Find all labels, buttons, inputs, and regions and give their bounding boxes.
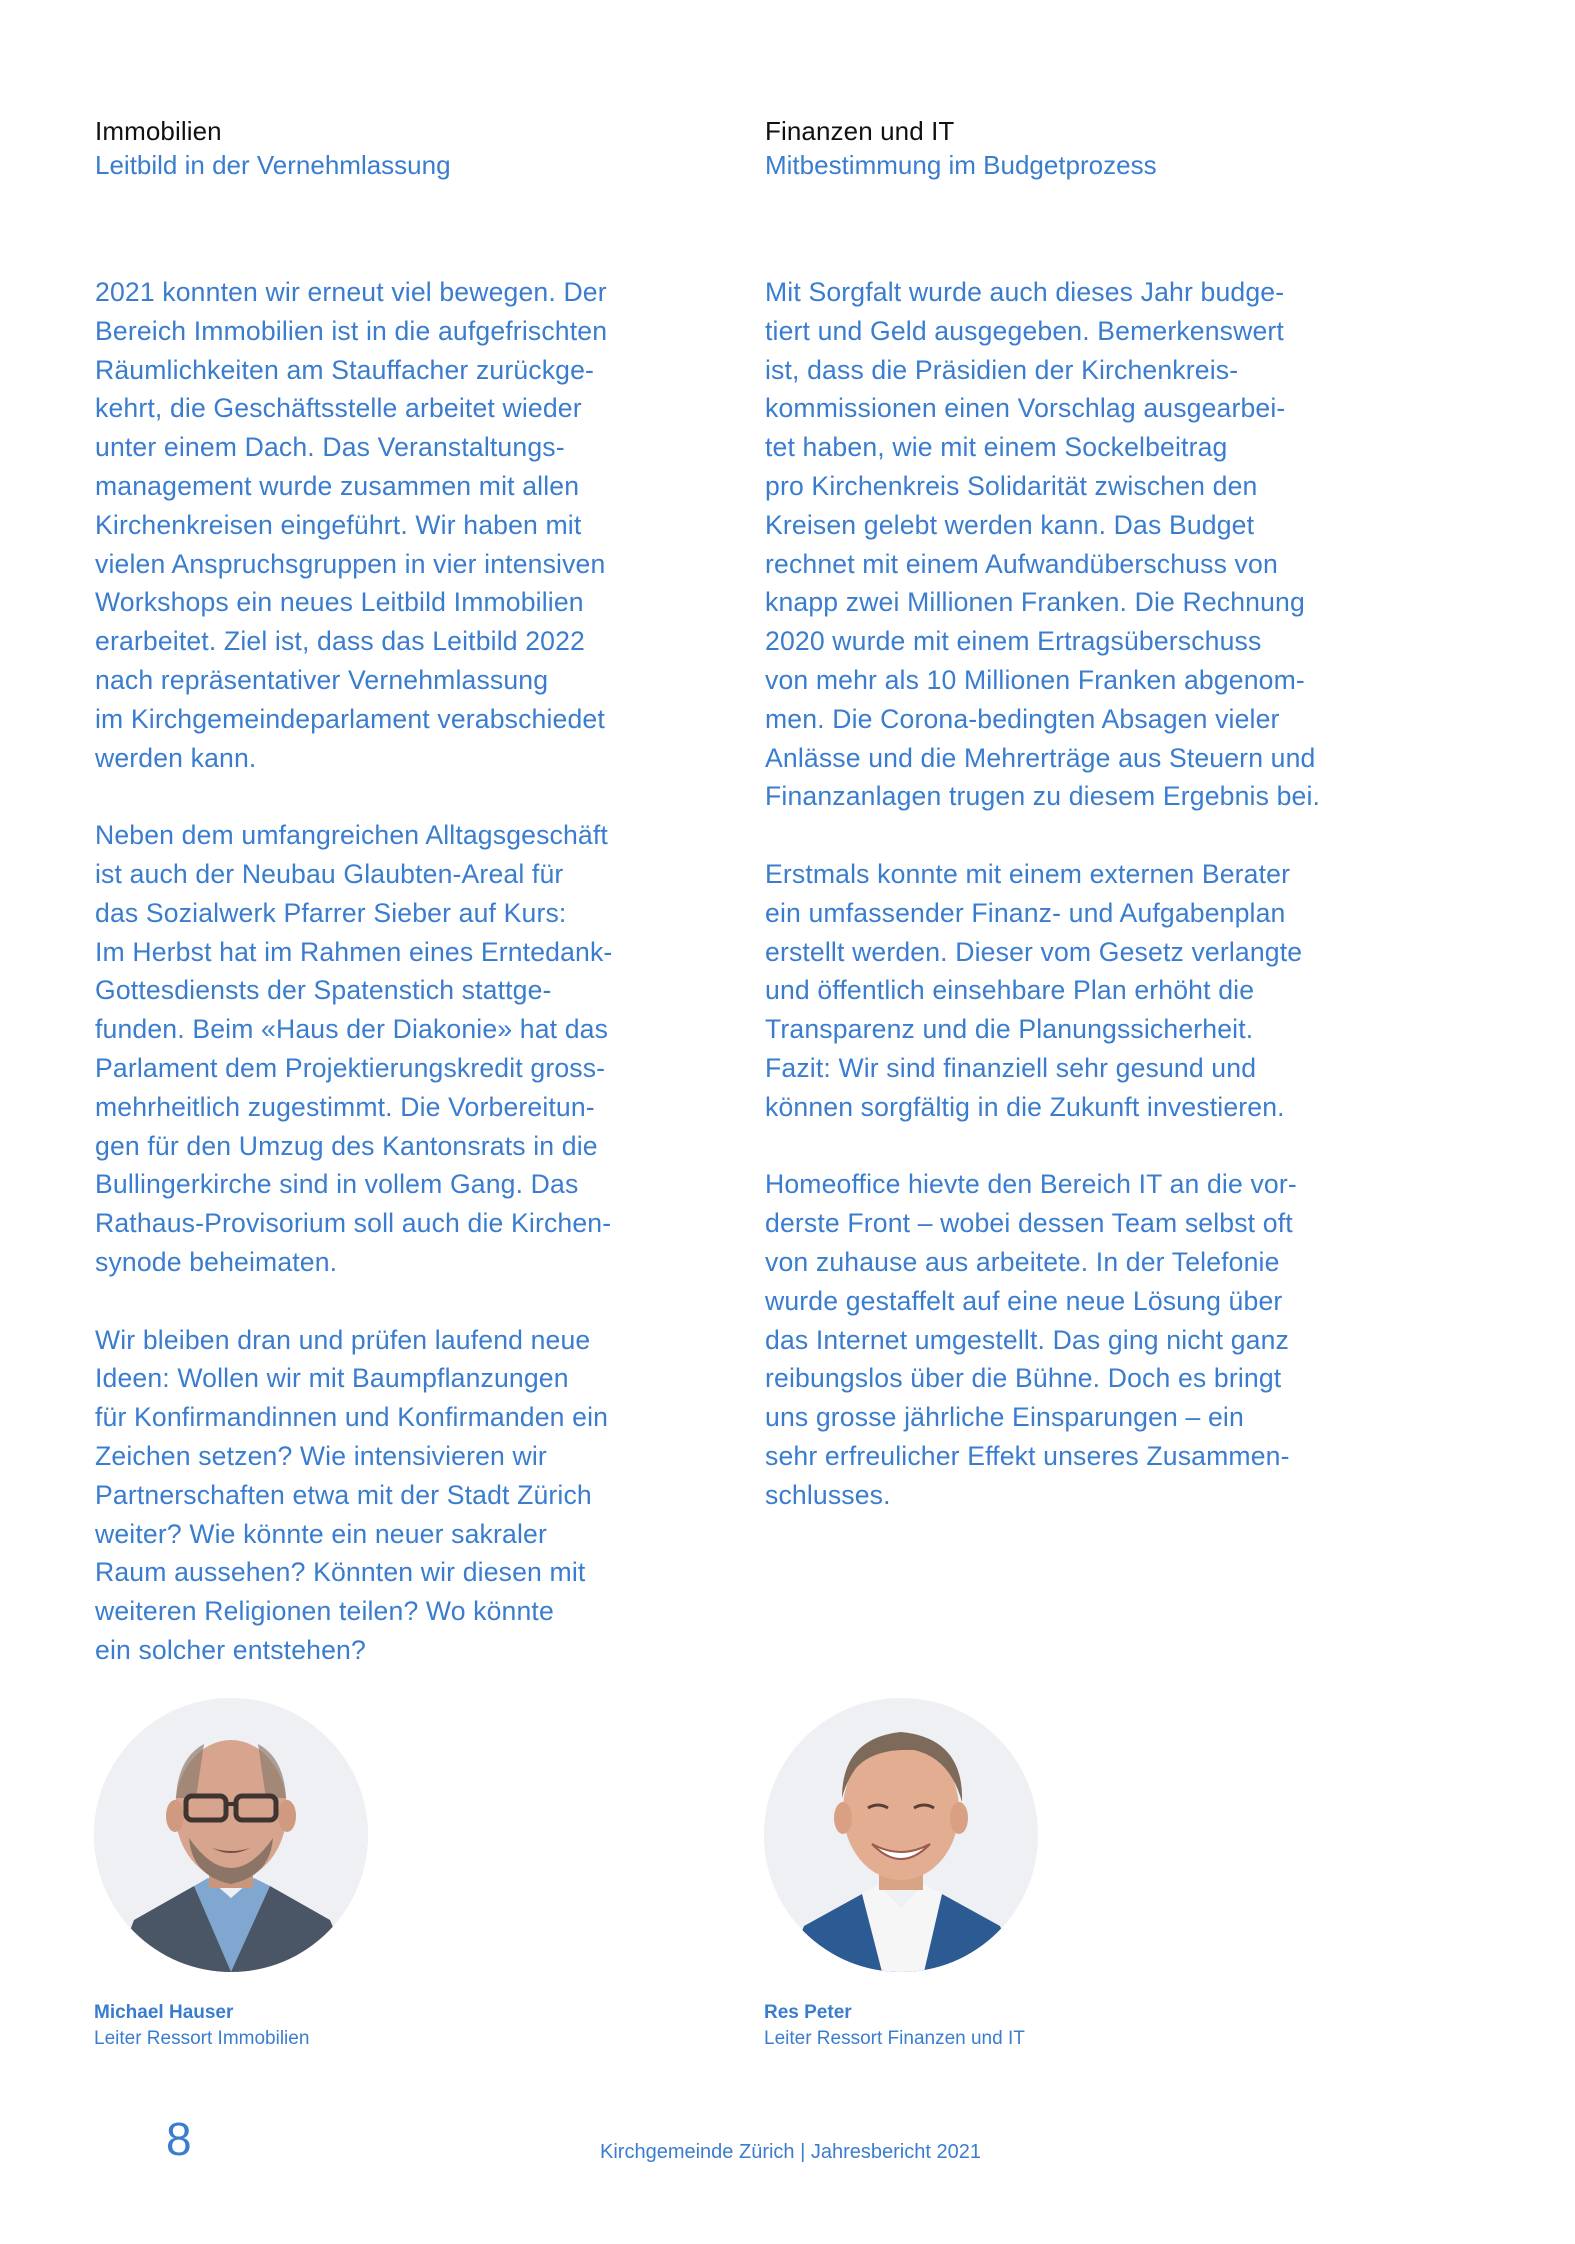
person-role: Leiter Ressort Finanzen und IT xyxy=(764,2028,1025,2049)
text-line: von zuhause aus arbeitete. In der Telefonie xyxy=(765,1246,1280,1277)
text-line: Homeoffice hievte den Bereich IT an die vor- xyxy=(765,1169,1297,1200)
text-line: Parlament dem Projektierungskredit gross- xyxy=(95,1052,606,1083)
text-line: ist auch der Neubau Glaubten-Areal für xyxy=(95,858,564,889)
text-line: uns grosse jährliche Einsparungen – ein xyxy=(765,1402,1244,1433)
text-line: ein umfassender Finanz- und Aufgabenplan xyxy=(765,897,1286,928)
text-line: Rathaus-Provisorium soll auch die Kirchen- xyxy=(95,1208,612,1239)
portrait-photo-icon xyxy=(94,1698,368,1972)
text-line: Mit Sorgfalt wurde auch dieses Jahr budge- xyxy=(765,277,1285,307)
text-line: im Kirchgemeindeparlament verabschiedet xyxy=(95,703,605,734)
text-line: Erstmals konnte mit einem externen Berater xyxy=(765,858,1291,889)
text-line: kehrt, die Geschäftsstelle arbeitet wieder xyxy=(95,393,582,424)
paragraph xyxy=(765,855,1425,1127)
text-line: funden. Beim «Haus der Diakonie» hat das xyxy=(95,1014,609,1045)
text-line: weiteren Religionen teilen? Wo könnte xyxy=(95,1596,554,1627)
section-subtitle: Leitbild in der Vernehmlassung xyxy=(95,150,451,180)
text-line: men. Die Corona-bedingten Absagen vieler xyxy=(765,703,1280,734)
caption xyxy=(764,2000,1164,2052)
text-line: ein solcher entstehen? xyxy=(95,1634,366,1665)
person-name: Res Peter xyxy=(764,2002,852,2023)
text-line: Transparenz und die Planungssicherheit. xyxy=(765,1014,1254,1045)
text-line: Gottesdiensts der Spatenstich stattge- xyxy=(95,975,552,1006)
text-line: Zeichen setzen? Wie intensivieren wir xyxy=(95,1440,547,1471)
text-line: unter einem Dach. Das Veranstaltungs- xyxy=(95,432,565,463)
text-line: können sorgfältig in die Zukunft investieren. xyxy=(765,1091,1285,1122)
text-line: Bullingerkirche sind in vollem Gang. Das xyxy=(95,1169,579,1200)
text-line: Partnerschaften etwa mit der Stadt Zürich xyxy=(95,1479,592,1510)
text-line: kommissionen einen Vorschlag ausgearbei- xyxy=(765,393,1286,424)
footer-publication: Kirchgemeinde Zürich | Jahresbericht 2021 xyxy=(600,2141,981,2163)
text-line: Workshops ein neues Leitbild Immobilien xyxy=(95,587,584,618)
text-line: Kreisen gelebt werden kann. Das Budget xyxy=(765,509,1255,540)
paragraph xyxy=(95,273,755,777)
paragraph xyxy=(765,273,1425,816)
text-line: vielen Anspruchsgruppen in vier intensiven xyxy=(95,548,606,579)
text-line: Räumlichkeiten am Stauffacher zurückge- xyxy=(95,354,595,385)
text-line: und öffentlich einsehbare Plan erhöht die xyxy=(765,975,1255,1006)
text-line: synode beheimaten. xyxy=(95,1246,338,1277)
section-finanzen-it xyxy=(765,114,1425,1553)
page-number: 8 xyxy=(166,2113,192,2165)
text-line: Im Herbst hat im Rahmen eines Erntedank- xyxy=(95,936,613,967)
text-line: pro Kirchenkreis Solidarität zwischen den xyxy=(765,470,1258,501)
text-line: knapp zwei Millionen Franken. Die Rechnung xyxy=(765,587,1305,618)
text-line: ist, dass die Präsidien der Kirchenkreis- xyxy=(765,354,1239,385)
section-subtitle: Mitbestimmung im Budgetprozess xyxy=(765,150,1157,180)
text-line: nach repräsentativer Vernehmlassung xyxy=(95,664,549,695)
text-line: erstellt werden. Dieser vom Gesetz verlangte xyxy=(765,936,1303,967)
text-line: Wir bleiben dran und prüfen laufend neue xyxy=(95,1324,591,1355)
text-line: 2020 wurde mit einem Ertragsüberschuss xyxy=(765,626,1262,657)
text-line: 2021 konnten wir erneut viel bewegen. Der xyxy=(95,277,607,307)
portrait-photo-icon xyxy=(764,1698,1038,1972)
text-line: Fazit: Wir sind finanziell sehr gesund und xyxy=(765,1052,1257,1083)
text-line: erarbeitet. Ziel ist, dass das Leitbild 2022 xyxy=(95,626,585,657)
text-line: Finanzanlagen trugen zu diesem Ergebnis bei. xyxy=(765,781,1321,812)
text-line: reibungslos über die Bühne. Doch es bringt xyxy=(765,1363,1282,1394)
text-line: weiter? Wie könnte ein neuer sakraler xyxy=(95,1518,547,1549)
text-line: management wurde zusammen mit allen xyxy=(95,470,580,501)
text-line: sehr erfreulicher Effekt unseres Zusammen- xyxy=(765,1440,1290,1471)
section-title: Finanzen und IT xyxy=(765,116,955,146)
text-line: Neben dem umfangreichen Alltagsgeschäft xyxy=(95,820,608,851)
paragraph xyxy=(95,1321,755,1670)
text-line: werden kann. xyxy=(95,742,257,773)
section-title: Immobilien xyxy=(95,116,222,146)
person-role: Leiter Ressort Immobilien xyxy=(94,2028,310,2049)
text-line: rechnet mit einem Aufwandüberschuss von xyxy=(765,548,1278,579)
text-line: gen für den Umzug des Kantonsrats in die xyxy=(95,1130,598,1161)
person-name: Michael Hauser xyxy=(94,2002,234,2023)
text-line: derste Front – wobei dessen Team selbst oft xyxy=(765,1208,1293,1239)
text-line: Bereich Immobilien ist in die aufgefrischten xyxy=(95,315,608,346)
person-card-res-peter xyxy=(764,1698,1164,2052)
body-text xyxy=(765,273,1425,1515)
paragraph xyxy=(95,816,755,1282)
text-line: das Sozialwerk Pfarrer Sieber auf Kurs: xyxy=(95,897,567,928)
text-line: Kirchenkreisen eingeführt. Wir haben mit xyxy=(95,509,582,540)
caption xyxy=(94,2000,494,2052)
text-line: schlusses. xyxy=(765,1479,891,1510)
body-text xyxy=(95,273,755,1670)
person-card-michael-hauser xyxy=(94,1698,494,2052)
text-line: mehrheitlich zugestimmt. Die Vorbereitun- xyxy=(95,1091,595,1122)
paragraph xyxy=(765,1165,1425,1514)
text-line: für Konfirmandinnen und Konfirmanden ein xyxy=(95,1402,609,1433)
text-line: tiert und Geld ausgegeben. Bemerkenswert xyxy=(765,315,1284,346)
text-line: tet haben, wie mit einem Sockelbeitrag xyxy=(765,432,1228,463)
section-immobilien xyxy=(95,114,755,1708)
text-line: wurde gestaffelt auf eine neue Lösung über xyxy=(765,1285,1283,1316)
text-line: Anlässe und die Mehrerträge aus Steuern und xyxy=(765,742,1316,773)
text-line: das Internet umgestellt. Das ging nicht ganz xyxy=(765,1324,1289,1355)
text-line: Raum aussehen? Könnten wir diesen mit xyxy=(95,1557,586,1588)
text-line: von mehr als 10 Millionen Franken abgenom- xyxy=(765,664,1305,695)
text-line: Ideen: Wollen wir mit Baumpflanzungen xyxy=(95,1363,569,1394)
